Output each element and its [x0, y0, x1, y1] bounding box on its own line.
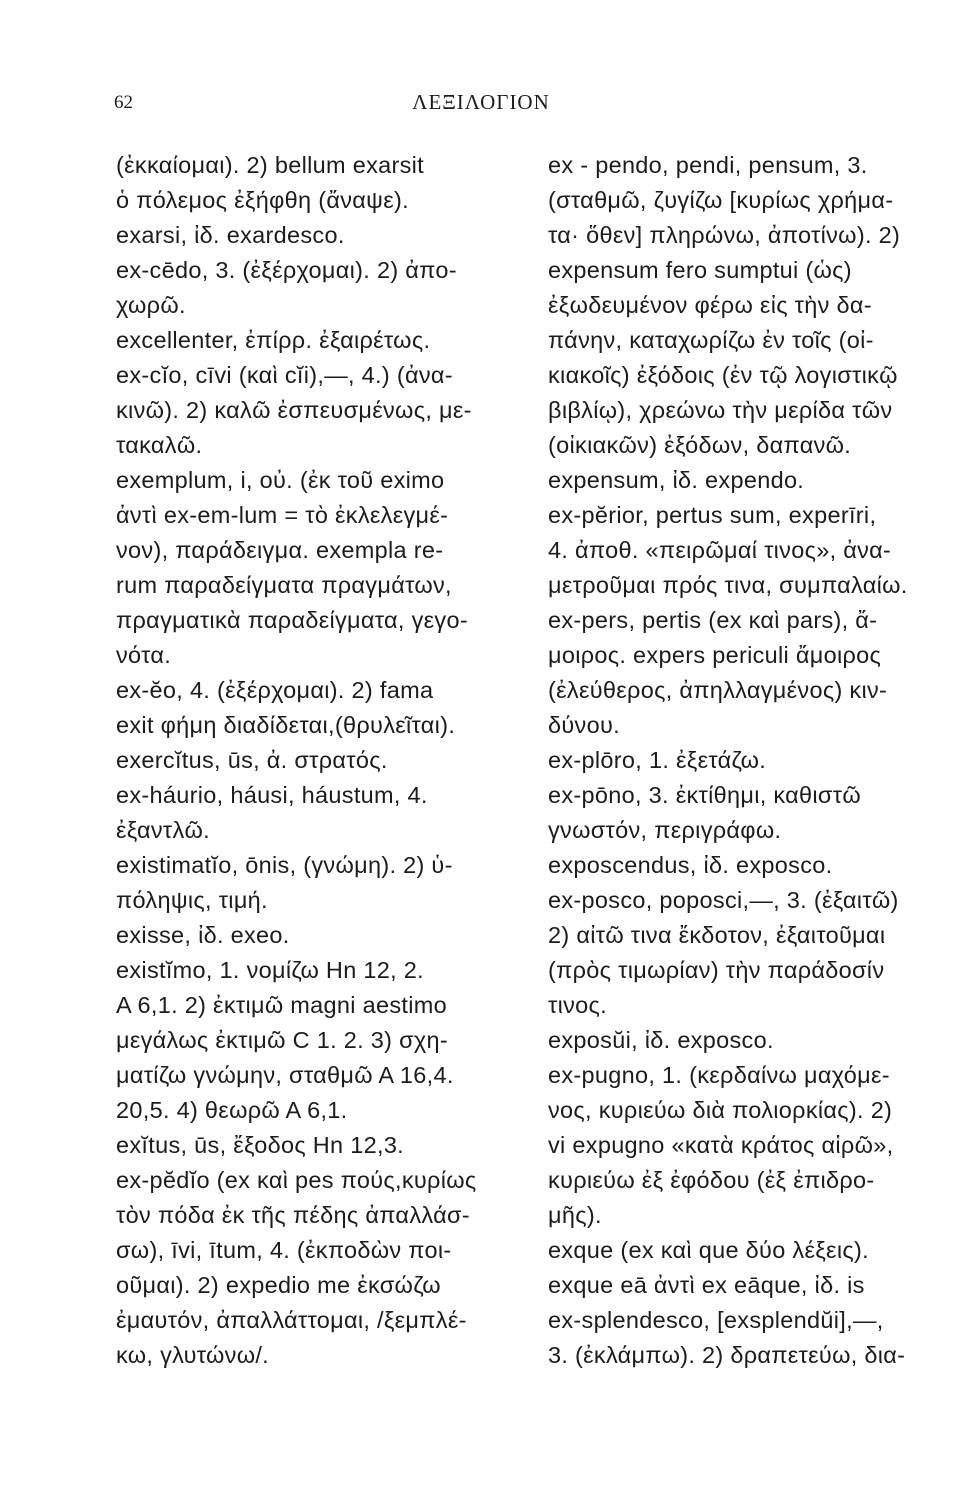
left-column-line: τακαλῶ.: [116, 432, 203, 458]
right-column-line: νος, κυριεύω διὰ πολιορκίας). 2): [548, 1097, 893, 1123]
right-column: [548, 148, 953, 1373]
right-column-line: κιακοῖς) ἐξόδοις (ἐν τῷ λογιστικῷ: [548, 362, 898, 388]
left-column-line: νον), παράδειγμα. exempla re-: [116, 537, 444, 563]
right-column-line: ex-plōro, 1. ἐξετάζω.: [548, 747, 767, 773]
right-column-line: ex-pōno, 3. ἐκτίθημι, καθιστῶ: [548, 782, 861, 808]
right-column-line: exposcendus, ἰδ. exposco.: [548, 852, 833, 878]
left-column-line: ἐξαντλῶ.: [116, 817, 211, 843]
right-column-line: μετροῦμαι πρός τινα, συμπαλαίω.: [548, 572, 908, 598]
left-column-line: 20,5. 4) θεωρῶ Α 6,1.: [116, 1097, 348, 1123]
right-column-line: (ἐλεύθερος, ἀπηλλαγμένος) κιν-: [548, 677, 888, 703]
left-column-line: σω), īvi, ītum, 4. (ἐκποδὼν ποι-: [116, 1237, 452, 1263]
running-title: ΛΕΞΙΛΟΓΙΟΝ: [412, 90, 550, 114]
right-column-line: ex - pendo, pendi, pensum, 3.: [548, 152, 868, 178]
right-column-line: exque (ex καὶ que δύο λέξεις).: [548, 1237, 869, 1263]
right-column-line: πάνην, καταχωρίζω ἐν τοῖς (οἰ-: [548, 327, 874, 353]
right-column-line: ex-pers, pertis (ex καὶ pars), ἄ-: [548, 607, 878, 633]
right-column-line: μῆς).: [548, 1202, 602, 1228]
right-column-line: ex-pĕrior, pertus sum, experīri,: [548, 502, 877, 528]
right-column-line: τα· ὅθεν] πληρώνω, ἀποτίνω). 2): [548, 222, 901, 248]
left-column-line: ἀντὶ ex-em-lum = τὸ ἐκλελεγμέ-: [116, 502, 449, 528]
left-column-line: μεγάλως ἐκτιμῶ C 1. 2. 3) σχη-: [116, 1027, 449, 1053]
right-column-line: (οἰκιακῶν) ἐξόδων, δαπανῶ.: [548, 432, 852, 458]
left-column-line: ὁ πόλεμος ἐξήφθη (ἄναψε).: [116, 187, 409, 213]
right-column-line: ἐξωδευμένον φέρω εἰς τὴν δα-: [548, 292, 872, 318]
left-column-line: ex-cĭo, cīvi (καὶ cĭi),—, 4.) (ἀνα-: [116, 362, 453, 388]
left-column-line: excellenter, ἐπίρρ. ἐξαιρέτως.: [116, 327, 431, 353]
left-column-line: ἐμαυτόν, ἀπαλλάττομαι, /ξεμπλέ-: [116, 1307, 467, 1333]
left-column-line: κινῶ). 2) καλῶ ἐσπευσμένως, με-: [116, 397, 472, 423]
right-column-line: ex-pugno, 1. (κερδαίνω μαχόμε-: [548, 1062, 890, 1088]
right-column-line: ex-splendesco, [exsplendŭi],—,: [548, 1307, 884, 1333]
right-column-line: 3. (ἐκλάμπω). 2) δραπετεύω, δια-: [548, 1342, 906, 1368]
left-column-line: πραγματικὰ παραδείγματα, γεγο-: [116, 607, 468, 633]
left-column-line: ex-ĕo, 4. (ἐξέρχομαι). 2) fama: [116, 677, 434, 703]
right-column-line: τινος.: [548, 992, 607, 1018]
right-column-line: κυριεύω ἐξ ἐφόδου (ἐξ ἐπιδρο-: [548, 1167, 875, 1193]
right-column-line: ex-posco, poposci,—, 3. (ἐξαιτῶ): [548, 887, 899, 913]
right-column-line: δύνου.: [548, 712, 620, 738]
right-column-line: (σταθμῶ, ζυγίζω [κυρίως χρήμα-: [548, 187, 894, 213]
right-column-line: βιβλίῳ), χρεώνω τὴν μερίδα τῶν: [548, 397, 893, 423]
left-column-line: exit φήμη διαδίδεται,(θρυλεῖται).: [116, 712, 456, 738]
right-column-line: 2) αἰτῶ τινα ἔκδοτον, ἐξαιτοῦμαι: [548, 922, 886, 948]
left-column-line: exemplum, i, οὐ. (ἐκ τοῦ eximo: [116, 467, 445, 493]
left-column-line: χωρῶ.: [116, 292, 186, 318]
left-column-line: (ἐκκαίομαι). 2) bellum exarsit: [116, 152, 425, 178]
right-column-line: exque eā ἀντὶ ex eāque, ἰδ. is: [548, 1272, 865, 1298]
right-column-line: expensum fero sumptui (ὡς): [548, 257, 852, 283]
right-column-line: (πρὸς τιμωρίαν) τὴν παράδοσίν: [548, 957, 885, 983]
left-column-line: existĭmo, 1. νομίζω Hn 12, 2.: [116, 957, 424, 983]
left-column-line: exisse, ἰδ. exeo.: [116, 922, 290, 948]
right-column-line: μοιρος. expers periculi ἄμοιρος: [548, 642, 882, 668]
left-column-line: ex-háurio, háusi, háustum, 4.: [116, 782, 428, 808]
left-column-line: exercĭtus, ūs, ἀ. στρατός.: [116, 747, 388, 773]
left-column-line: ex-pĕdĭo (ex καὶ pes πούς,κυρίως: [116, 1167, 477, 1193]
left-column: [116, 148, 528, 1373]
left-column-line: existimatĭo, ōnis, (γνώμη). 2) ὑ-: [116, 852, 453, 878]
left-column-line: rum παραδείγματα πραγμάτων,: [116, 572, 452, 598]
left-column-line: ex-cēdo, 3. (ἐξέρχομαι). 2) ἀπο-: [116, 257, 457, 283]
left-column-line: οῦμαι). 2) expedio me ἐκσώζω: [116, 1272, 441, 1298]
left-column-line: πόληψις, τιμή.: [116, 887, 268, 913]
left-column-line: ματίζω γνώμην, σταθμῶ Α 16,4.: [116, 1062, 454, 1088]
right-column-line: exposŭi, ἰδ. exposco.: [548, 1027, 774, 1053]
right-column-line: 4. ἀποθ. «πειρῶμαί τινος», ἀνα-: [548, 537, 892, 563]
left-column-line: τὸν πόδα ἐκ τῆς πέδης ἀπαλλάσ-: [116, 1202, 470, 1228]
left-column-line: κω, γλυτώνω/.: [116, 1342, 270, 1368]
right-column-line: vi expugno «κατὰ κράτος αἱρῶ»,: [548, 1132, 894, 1158]
left-column-line: exĭtus, ūs, ἔξοδος Hn 12,3.: [116, 1132, 405, 1158]
page-number: 62: [114, 92, 133, 113]
left-column-line: νότα.: [116, 642, 172, 668]
left-column-line: exarsi, ἰδ. exardesco.: [116, 222, 345, 248]
left-column-line: Α 6,1. 2) ἐκτιμῶ magni aestimo: [116, 992, 448, 1018]
right-column-line: expensum, ἰδ. expendo.: [548, 467, 805, 493]
right-column-line: γνωστόν, περιγράφω.: [548, 817, 782, 843]
